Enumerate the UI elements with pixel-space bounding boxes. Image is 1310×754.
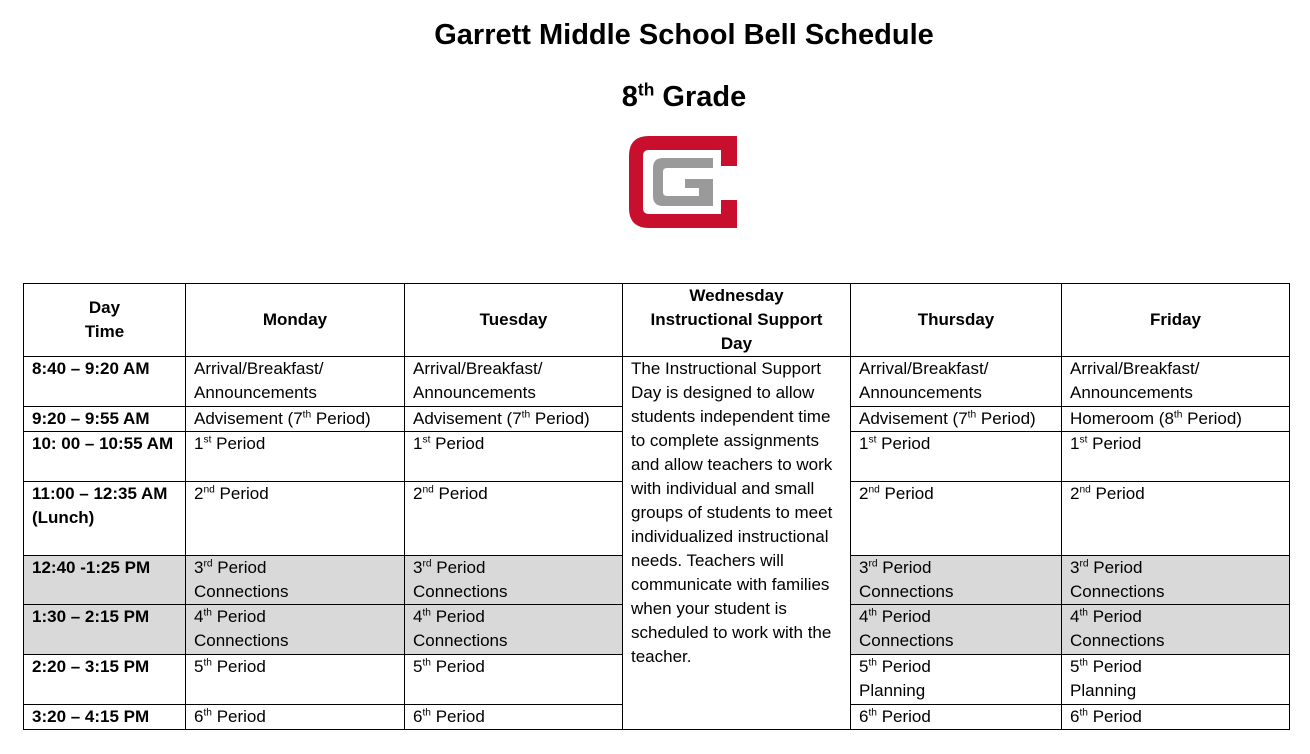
schedule-cell: 5th Period Planning — [851, 655, 1062, 705]
schedule-cell: Arrival/Breakfast/ Announcements — [851, 357, 1062, 407]
schedule-cell: 4th Period Connections — [405, 605, 623, 655]
schedule-cell: 6th Period — [405, 705, 623, 730]
schedule-cell: 4th Period Connections — [851, 605, 1062, 655]
time-cell: 9:20 – 9:55 AM — [24, 407, 186, 432]
schedule-cell: 1st Period — [1062, 432, 1290, 482]
logo-outer-g-shape — [629, 136, 737, 228]
time-cell: 3:20 – 4:15 PM — [24, 705, 186, 730]
grade-subtitle — [0, 81, 1310, 114]
schedule-cell: Homeroom (8th Period) — [1062, 407, 1290, 432]
schedule-cell: 1st Period — [186, 432, 405, 482]
wednesday-note-cell: The Instructional Support Day is designed to allow students independent time to complete assignments and allow teachers to work with individual and small groups of students to meet individualized instructional needs. Teachers will communicate with families when your student is scheduled to work with the teacher. — [623, 357, 851, 730]
schedule-cell: 5th Period — [186, 655, 405, 705]
schedule-cell: 2nd Period — [405, 482, 623, 556]
schedule-cell: Advisement (7th Period) — [405, 407, 623, 432]
schedule-cell: 5th Period — [405, 655, 623, 705]
schedule-cell: 4th Period Connections — [186, 605, 405, 655]
schedule-cell: 3rd Period Connections — [851, 556, 1062, 605]
time-cell: 2:20 – 3:15 PM — [24, 655, 186, 705]
schedule-cell: 1st Period — [851, 432, 1062, 482]
schedule-cell: Advisement (7th Period) — [851, 407, 1062, 432]
schedule-cell: 6th Period — [851, 705, 1062, 730]
header-wednesday: Wednesday Instructional Support Day — [623, 284, 851, 357]
bell-schedule-table — [23, 283, 1290, 730]
header-thursday: Thursday — [851, 284, 1062, 357]
time-cell: 1:30 – 2:15 PM — [24, 605, 186, 655]
table-row — [24, 357, 1290, 407]
schedule-cell: 2nd Period — [186, 482, 405, 556]
schedule-cell: 3rd Period Connections — [405, 556, 623, 605]
grade-number: 8 — [621, 81, 638, 113]
schedule-cell: Advisement (7th Period) — [186, 407, 405, 432]
schedule-cell: Arrival/Breakfast/ Announcements — [405, 357, 623, 407]
logo-inner-g-shape — [653, 158, 713, 206]
schedule-cell: 6th Period — [1062, 705, 1290, 730]
school-logo-g-icon — [629, 136, 741, 228]
schedule-cell: 2nd Period — [851, 482, 1062, 556]
header-monday: Monday — [186, 284, 405, 357]
page-title: Garrett Middle School Bell Schedule — [434, 19, 934, 51]
time-cell: 10: 00 – 10:55 AM — [24, 432, 186, 482]
grade-suffix: th — [637, 79, 655, 100]
header-friday: Friday — [1062, 284, 1290, 357]
schedule-cell: 6th Period — [186, 705, 405, 730]
schedule-cell: 3rd Period Connections — [186, 556, 405, 605]
time-cell: 12:40 -1:25 PM — [24, 556, 186, 605]
schedule-cell: 3rd Period Connections — [1062, 556, 1290, 605]
schedule-cell: 2nd Period — [1062, 482, 1290, 556]
grade-word: Grade — [662, 81, 747, 113]
schedule-cell: 5th Period Planning — [1062, 655, 1290, 705]
time-cell: 8:40 – 9:20 AM — [24, 357, 186, 407]
header-day-time: Day Time — [24, 284, 186, 357]
schedule-cell: Arrival/Breakfast/ Announcements — [186, 357, 405, 407]
time-cell: 11:00 – 12:35 AM (Lunch) — [24, 482, 186, 556]
header-tuesday: Tuesday — [405, 284, 623, 357]
schedule-cell: 4th Period Connections — [1062, 605, 1290, 655]
schedule-cell: Arrival/Breakfast/ Announcements — [1062, 357, 1290, 407]
header-row — [24, 284, 1290, 357]
schedule-cell: 1st Period — [405, 432, 623, 482]
